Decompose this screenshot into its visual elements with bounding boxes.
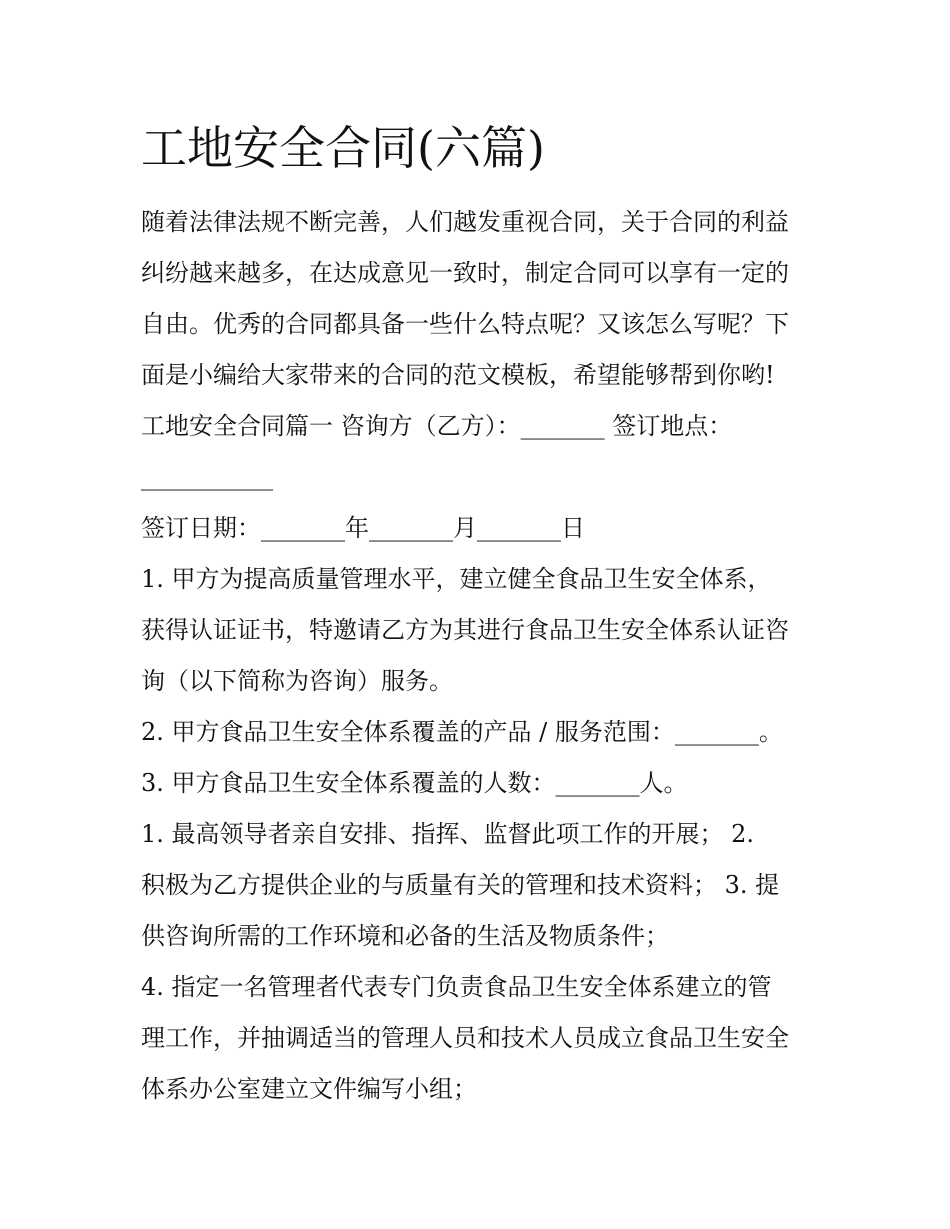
text-line: 1. 最高领导者亲自安排、指挥、监督此项工作的开展； 2.: [141, 820, 755, 848]
text-line: 签订日期：_______年_______月_______日: [141, 514, 585, 542]
text-line: 1. 甲方为提高质量管理水平，建立健全食品卫生安全体系，: [141, 565, 772, 593]
text-line: 理工作，并抽调适当的管理人员和技术人员成立食品卫生安全: [141, 1024, 789, 1052]
text-line: 面是小编给大家带来的合同的范文模板，希望能够帮到你哟!: [141, 361, 775, 389]
text-line: 自由。优秀的合同都具备一些什么特点呢？又该怎么写呢？下: [141, 310, 789, 338]
text-line: ___________: [141, 463, 273, 491]
text-line: 3. 甲方食品卫生安全体系覆盖的人数：_______人。: [141, 769, 688, 797]
text-line: 供咨询所需的工作环境和必备的生活及物质条件；: [141, 922, 669, 950]
document-title: 工地安全合同(六篇): [141, 121, 545, 175]
text-line: 体系办公室建立文件编写小组；: [141, 1075, 477, 1103]
text-line: 工地安全合同篇一 咨询方（乙方）：_______ 签订地点：: [141, 412, 733, 440]
document-body: [141, 197, 821, 1115]
text-line: 随着法律法规不断完善，人们越发重视合同，关于合同的利益: [141, 208, 789, 236]
text-line: 询（以下简称为咨询）服务。: [141, 667, 453, 695]
text-line: 积极为乙方提供企业的与质量有关的管理和技术资料； 3. 提: [141, 871, 780, 899]
text-line: 纠纷越来越多，在达成意见一致时，制定合同可以享有一定的: [141, 259, 789, 287]
text-line: 2. 甲方食品卫生安全体系覆盖的产品 / 服务范围：_______。: [141, 718, 783, 746]
text-line: 4. 指定一名管理者代表专门负责食品卫生安全体系建立的管: [141, 973, 772, 1001]
text-line: 获得认证证书，特邀请乙方为其进行食品卫生安全体系认证咨: [141, 616, 789, 644]
